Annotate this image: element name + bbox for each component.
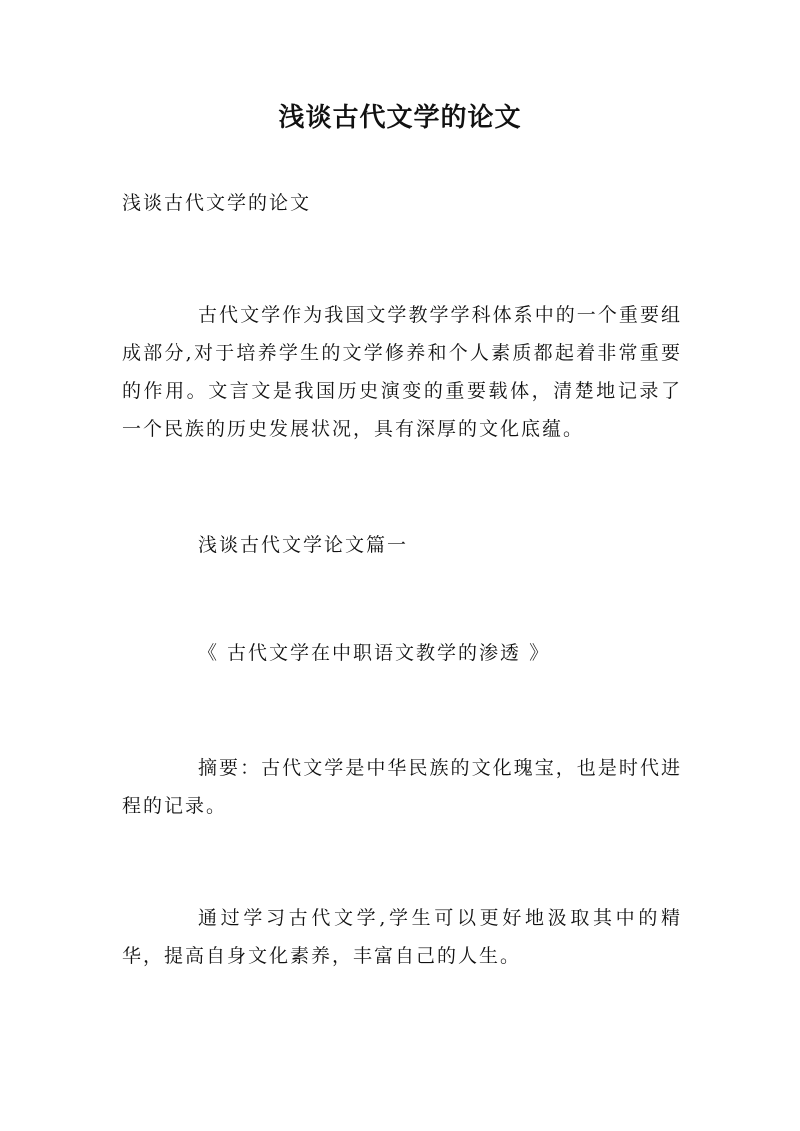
document-title: 浅谈古代文学的论文	[278, 103, 522, 133]
intro-paragraph: 古代文学作为我国文学教学学科体系中的一个重要组成部分,对于培养学生的文学修养和个人素质都起着非常重要的作用。文言文是我国历史演变的重要载体，清楚地记录了一个民族的历史发展状况，具有深厚的文化底蕴。	[122, 304, 682, 440]
body-paragraph: 通过学习古代文学,学生可以更好地汲取其中的精华，提高自身文化素养，丰富自己的人生。	[122, 907, 682, 967]
document-subtitle: 浅谈古代文学的论文	[122, 192, 312, 214]
abstract-paragraph: 摘要：古代文学是中华民族的文化瑰宝，也是时代进程的记录。	[122, 757, 682, 817]
article-title: 《 古代文学在中职语文教学的渗透 》	[198, 642, 551, 664]
section-heading: 浅谈古代文学论文篇一	[198, 534, 409, 556]
